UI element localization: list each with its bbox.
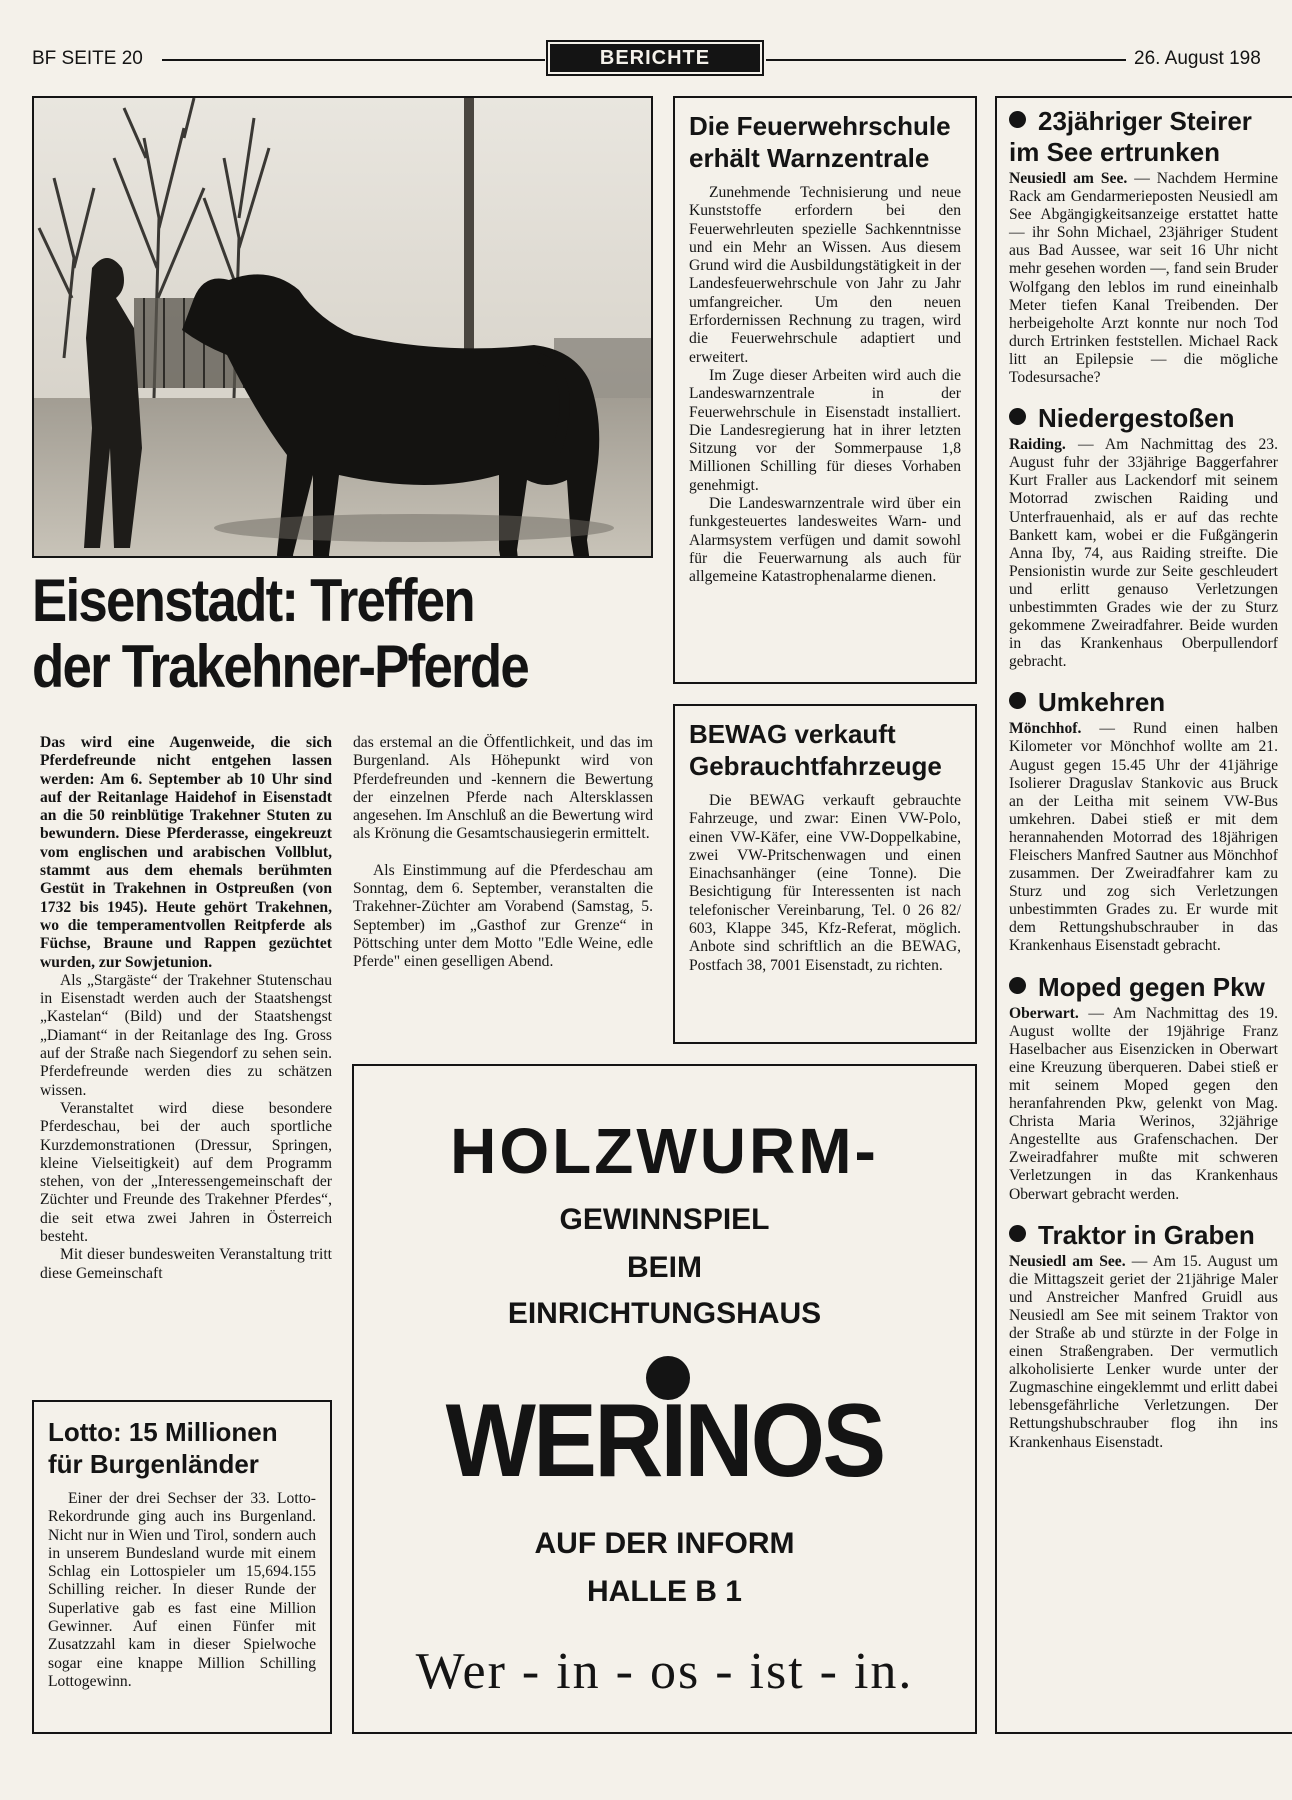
ad-slogan: Wer - in - os - ist - in. [415, 1643, 914, 1700]
ad-line: AUF DER INFORM [534, 1527, 795, 1560]
ad-brand-logo: WERINOS [445, 1383, 884, 1499]
main-headline [32, 568, 662, 700]
news-dateline: Raiding. [1009, 436, 1066, 454]
news-title: Traktor in Graben [1009, 1220, 1278, 1251]
horse-photo [32, 96, 653, 558]
news-dateline: Neusiedl am See. [1009, 1252, 1126, 1270]
werinos-advertisement [352, 1064, 977, 1734]
article-paragraph: Als „Stargäste“ der Trakehner Stutenschau in Eisenstadt werden auch der Staatshengst „Kastelan“ (Bild) und der Staatshengst „Diamant“ in der Reitanlage des Ing. Gross auf der Straße nach Siegendorf zu sehen sein. Pferdefreunde werden dies zu schätzen wissen. [40, 971, 332, 1099]
news-dateline: Neusiedl am See. [1009, 170, 1128, 187]
article-paragraph: das erstemal an die Öffentlichkeit, und das im Burgenland. Als Höhepunkt wird von Pferdefreunden und -kennern die Bewertung der einzelnen Pferde nach Altersklassen angesehen. Im Anschluß an die Bewertung wird als Krönung die Gesamtschausiegerin ermittelt. [353, 734, 653, 843]
article-paragraph: Zunehmende Technisierung und neue Kunststoffe erfordern bei den Feuerwehrleuten spezielle Sachkenntnisse und ein Mehr an Wissen. Aus diesem Grund wird die Ausbildungstätigkeit in der Landesfeuerwehrschule von Jahr zu Jahr umfangreicher. Um den neuen Erfordernissen Rechnung zu tragen, wird die Feuerwehrschule adaptiert und erweitert. [689, 184, 961, 366]
issue-date: 26. August 198 [1134, 48, 1261, 69]
bewag-title: BEWAG verkauft Gebrauchtfahrzeuge [689, 719, 942, 781]
news-title: Niedergestoßen [1009, 403, 1278, 434]
lotto-article [32, 1400, 332, 1734]
news-title: Moped gegen Pkw [1009, 972, 1278, 1003]
news-item [1009, 1220, 1278, 1452]
news-text: — Nachdem Hermine Rack am Gendarmerieposten Neusiedl am See Abgängigkeitsanzeige erstattet hatte — ihr Sohn Michael, 23jähriger Student aus Bad Aussee, war seit 16 Uhr nicht mehr gesehen worden —, fand sein Bruder Wolfgang den leblos im rund eineinhalb Meter tiefen Kanal Treibenden. Der herbeigeholte Arzt konnte nur noch Tod durch Ertrinken feststellen. Michael Rack litt an Epilepsie — die mögliche Todesursache? [1009, 170, 1279, 387]
news-item [1009, 972, 1278, 1204]
header-rule-right [766, 59, 1126, 61]
ad-headline: HOLZWURM- [450, 1115, 879, 1187]
article-paragraph: Als Einstimmung auf die Pferdeschau am Sonntag, dem 6. September, veranstalten die Trakehner-Züchter am Vorabend (Samstag, 5. September) im „Gasthof zur Grenze“ in Pöttsching unter dem Motto "Edle Weine, edle Pferde" einen geselligen Abend. [353, 861, 653, 971]
headline-line-2: der Trakehner-Pferde [32, 633, 528, 700]
headline-line-1: Eisenstadt: Treffen [32, 567, 474, 634]
bewag-article [673, 704, 977, 1044]
ad-line: EINRICHTUNGSHAUS [507, 1297, 822, 1330]
news-title: im See ertrunken [1009, 137, 1220, 167]
article-paragraph: Die Landeswarnzentrale wird über ein funkgesteuertes landesweites Warn- und Alarmsystem verfügen und damit sowohl für die Feuerwarnung als auch für allgemeine Katastrophenalarme dienen. [689, 495, 961, 586]
news-dateline: Oberwart. [1009, 1004, 1079, 1022]
stallion-photo-image [34, 98, 651, 556]
news-title: Umkehren [1009, 687, 1278, 718]
main-article-col-1 [40, 734, 332, 1283]
bullet-icon [1009, 977, 1026, 994]
main-article-col-2 [353, 734, 653, 972]
feuerwehr-title: Die Feuerwehrschule erhält Warnzentrale [689, 111, 951, 173]
page-number: BF SEITE 20 [32, 48, 143, 69]
article-paragraph: Einer der drei Sechser der 33. Lotto-Rekordrunde ging auch ins Burgenland. Nicht nur in Wien und Tirol, sondern auch in unserem Bundesland wurde mit einem Schlag ein Lottospieler um 15,694.155 Schilling reicher. In dieser Runde der Superlative gab es fast eine Million Gewinner. Auf einen Fünfer mit Zusatzzahl kam in dieser Spielwoche sogar eine knappe Million Schilling Lottogewinn. [48, 1490, 316, 1690]
bullet-icon [1009, 1225, 1026, 1242]
ad-line: HALLE B 1 [586, 1575, 742, 1608]
news-item [1009, 106, 1278, 387]
news-text: — Rund einen halben Kilometer vor Mönchhof wollte am 21. August gegen 15.45 Uhr der 41jährige Isolierer Draguslav Stankovic aus Bruck an der Leitha mit seinem VW-Bus umkehren. Dabei stieß er mit dem herannahenden Motorrad des 18jährigen Fleischers Manfred Sautner aus Mönchhof zusammen. Der Zweiradfahrer kam zu Sturz und zog sich Verletzungen unbestimmten Grades zu. Er wurde mit dem Rettungshubschrauber in das Krankenhaus Eisenstadt gebracht. [1009, 720, 1278, 955]
right-column [995, 96, 1292, 1734]
header-rule-left [162, 59, 545, 61]
page-header [0, 40, 1292, 80]
article-paragraph: Veranstaltet wird diese besondere Pferdeschau, bei der auch sportliche Kurzdemonstrationen (Dressur, Springen, kleine Vielseitigkeit) auf dem Programm stehen, von der „Interessengemeinschaft der Züchter und Freunde des Trakehner Pferdes“, die seit etwa zwei Jahren in Österreich besteht. [40, 1099, 332, 1246]
article-paragraph: Die BEWAG verkauft gebrauchte Fahrzeuge, und zwar: Einen VW-Polo, einen VW-Käfer, eine VW-Doppelkabine, zwei VW-Pritschenwagen und einen Einachsanhänger (eine Tonne). Die Besichtigung für Interessenten ist nach telefonischer Vereinbarung, Tel. 0 26 82/ 603, Klappe 345, Kfz-Referat, möglich. Anbote sind schriftlich an die BEWAG, Postfach 38, 7001 Eisenstadt, zu richten. [689, 792, 961, 974]
bullet-icon [1009, 692, 1026, 709]
article-paragraph: Mit dieser bundesweiten Veranstaltung tritt diese Gemeinschaft [40, 1246, 332, 1282]
article-lead: Das wird eine Augenweide, die sich Pferdefreunde nicht entgehen lassen werden: Am 6. September ab 10 Uhr sind auf der Reitanlage Haidehof in Eisenstadt an die 50 reinblütige Trakehner Stuten zu bewundern. Diese Pferderasse, eingekreuzt vom englischen und arabischen Vollblut, stammt aus dem ehemals berühmten Gestüt in Trakehnen in Ostpreußen (von 1732 bis 1945). Heute gehört Trakehnen, wo die temperamentvollen Reitpferde als Füchse, Braune und Rappen gezüchtet wurden, zur Sowjetunion. [40, 734, 332, 971]
news-item [1009, 687, 1278, 955]
news-text: — Am Nachmittag des 23. August fuhr der 33jährige Baggerfahrer Kurt Fraller aus Lackendorf mit seinem Motorrad zwischen Raiding und Unterfrauenhaid, als er auf das rechte Bankett kam, wobei er die Fußgängerin Anna Iby, 74, aus Raiding streifte. Die Pensionistin wurde zur Seite geschleudert und erlitt genauso Verletzungen unbestimmten Grades wie der zu Sturz gekommene Zweiradfahrer. Beide wurden in das Krankenhaus Oberpullendorf gebracht. [1009, 436, 1278, 671]
news-dateline: Mönchhof. [1009, 720, 1082, 738]
section-label: BERICHTE [546, 40, 764, 76]
bullet-icon [1009, 111, 1026, 128]
news-text: — Am 15. August um die Mittagszeit geriet der 21jährige Maler und Anstreicher Manfred Gruidl aus Neusiedl am See mit seinem Traktor von der Straße ab und stürzte in der Folge in einen Straßengraben. Der vermutlich alkoholisierte Lenker wurde unter der Zugmaschine eingeklemmt und erlitt dabei lebensgefährliche Verletzungen. Der Rettungshubschrauber flog ihn ins Krankenhaus Eisenstadt. [1009, 1252, 1278, 1451]
ad-line: BEIM [627, 1251, 702, 1284]
article-paragraph: Im Zuge dieser Arbeiten wird auch die Landeswarnzentrale in der Feuerwehrschule in Eisenstadt installiert. Die Landesregierung hat in ihrer letzten Sitzung vor der Sommerpause 1,8 Millionen Schilling für dieses Vorhaben genehmigt. [689, 366, 961, 494]
bullet-icon [1009, 408, 1026, 425]
news-title: 23jähriger Steirer [1009, 106, 1278, 137]
ad-line: GEWINNSPIEL [559, 1203, 770, 1236]
lotto-title: Lotto: 15 Millionen für Burgenländer [48, 1417, 278, 1479]
news-text: — Am Nachmittag des 19. August wollte der 19jährige Franz Haselbacher aus Eisenzicken in Oberwart eine Kreuzung überqueren. Dabei stieß er mit seinem Moped gegen den heranfahrenden Pkw, gelenkt von Mag. Christa Maria Werinos, 32jährige Angestellte aus Grafenschachen. Der Zweiradfahrer mußte mit schweren Verletzungen in das Krankenhaus Oberwart gebracht werden. [1009, 1004, 1278, 1203]
feuerwehr-article [673, 96, 977, 684]
news-item [1009, 403, 1278, 671]
